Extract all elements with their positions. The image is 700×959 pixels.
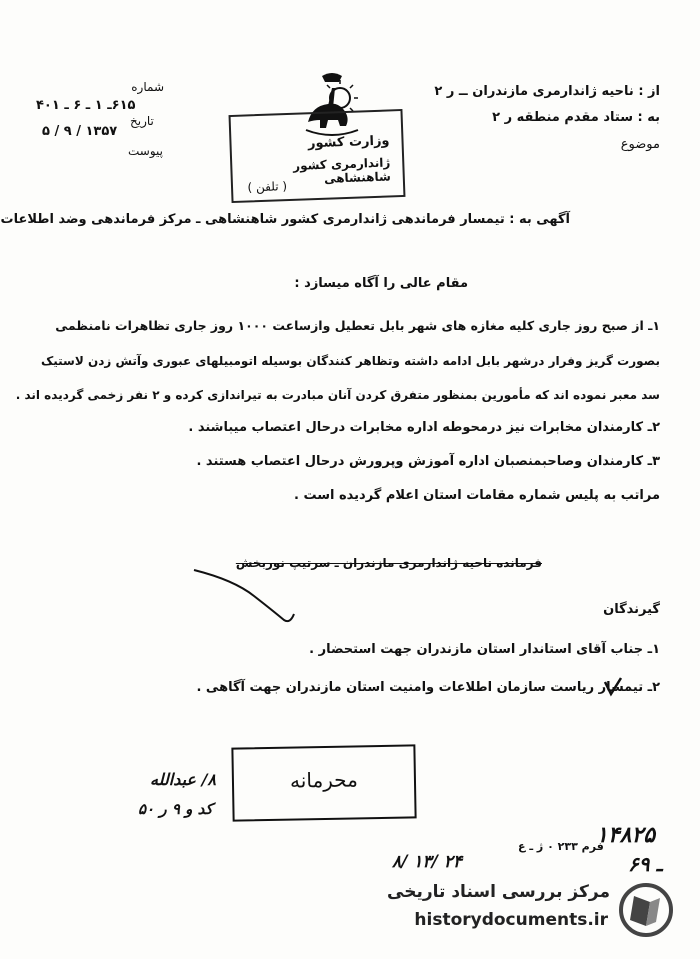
number-value: ۶۱۵ـ ۱ ـ ۶ ـ ۴۰۱ [36, 98, 136, 113]
classification-label: محرمانه [289, 767, 359, 793]
watermark-fa: مرکز بررسی اسناد تاریخی [387, 882, 610, 902]
greeting: مقام عالی را آگاه میسازد : [294, 276, 468, 291]
date-label: تاریخ [130, 114, 154, 128]
handwritten-date: ۲۴ /۱۳ /۸ [392, 852, 462, 872]
subject-label: موضوع [620, 137, 660, 152]
handwritten-note-2: کد و ۹ ر ۵۰ [138, 800, 213, 818]
stamp-ministry: وزارت کشور [307, 133, 390, 152]
notice-line: آگهی به : تیمسار فرماندهی ژاندارمری کشور شاهنشاهی ـ مرکز فرماندهی وضد اطلاعات [0, 212, 570, 227]
handwritten-number-1: ۱۴۸۲۵ [596, 822, 656, 848]
number-label: شماره [131, 80, 164, 94]
paragraph-4: مراتب به پلیس شماره مقامات استان اعلام گردیده است . [293, 488, 660, 503]
check-mark-icon [602, 676, 624, 698]
from-line: از : ناحیه ژاندارمری مازندران ــ ر ۲ [434, 84, 660, 99]
classification-stamp [231, 744, 416, 821]
paragraph-1-line-2: بصورت گریز وفرار درشهر بابل ادامه داشته وتظاهر کنندگان بوسیله اتومبیلهای عبوری وآتش زدن لاستیک [40, 354, 660, 368]
date-value: ۱۳۵۷ / ۹ / ۵ [42, 124, 118, 139]
recipient-1: ۱ـ جناب آقای استاندار استان مازندران جهت استحضار . [309, 642, 660, 657]
paragraph-1-line-1: ۱ـ از صبح روز جاری کلیه مغازه های شهر بابل تعطیل وازساعت ۱۰۰۰ روز جاری تظاهرات نامنظمی [55, 318, 660, 333]
signature-scribble-icon [190, 566, 300, 626]
handwritten-number-2: ۶ـ ۹ [628, 852, 663, 876]
handwritten-note-1: ۸/ عبدالله [150, 770, 216, 789]
recipient-2: ۲ـ تیمسار ریاست سازمان اطلاعات وامنیت استان مازندران جهت آگاهی . [196, 680, 660, 695]
attachment-label: پیوست [128, 144, 163, 158]
recipients-title: گیرندگان [603, 602, 660, 617]
paragraph-2: ۲ـ کارمندان مخابرات نیز درمحوطه اداره مخابرات درحال اعتصاب میباشند . [188, 420, 660, 435]
stamp-gendarmerie: ژاندارمری کشور شاهنشاهی [292, 155, 392, 186]
ministry-stamp [229, 109, 406, 203]
watermark [387, 878, 680, 948]
watermark-en: historydocuments.ir [414, 910, 608, 930]
paragraph-1-line-3: سد معبر نموده اند که مأمورین بمنظور متفرق کردن آنان مبادرت به تیراندازی کرده و ۲ نفر زخمی گردیده اند . [15, 388, 660, 402]
to-line: به : ستاد مقدم منطقه ر ۲ [492, 110, 660, 125]
history-documents-logo-icon [616, 882, 676, 938]
signature-line: فرمانده ناحیه ژاندارمری مازندران ـ سرتیپ نوربخش [235, 556, 542, 570]
form-number: فرم ۲۳۳ ۰ ژ ـ ع [518, 840, 604, 853]
paragraph-3: ۳ـ کارمندان وصاحبمنصبان اداره آموزش وپرورش درحال اعتصاب هستند . [196, 454, 660, 469]
stamp-mode: ( تلفن ) [247, 179, 288, 195]
